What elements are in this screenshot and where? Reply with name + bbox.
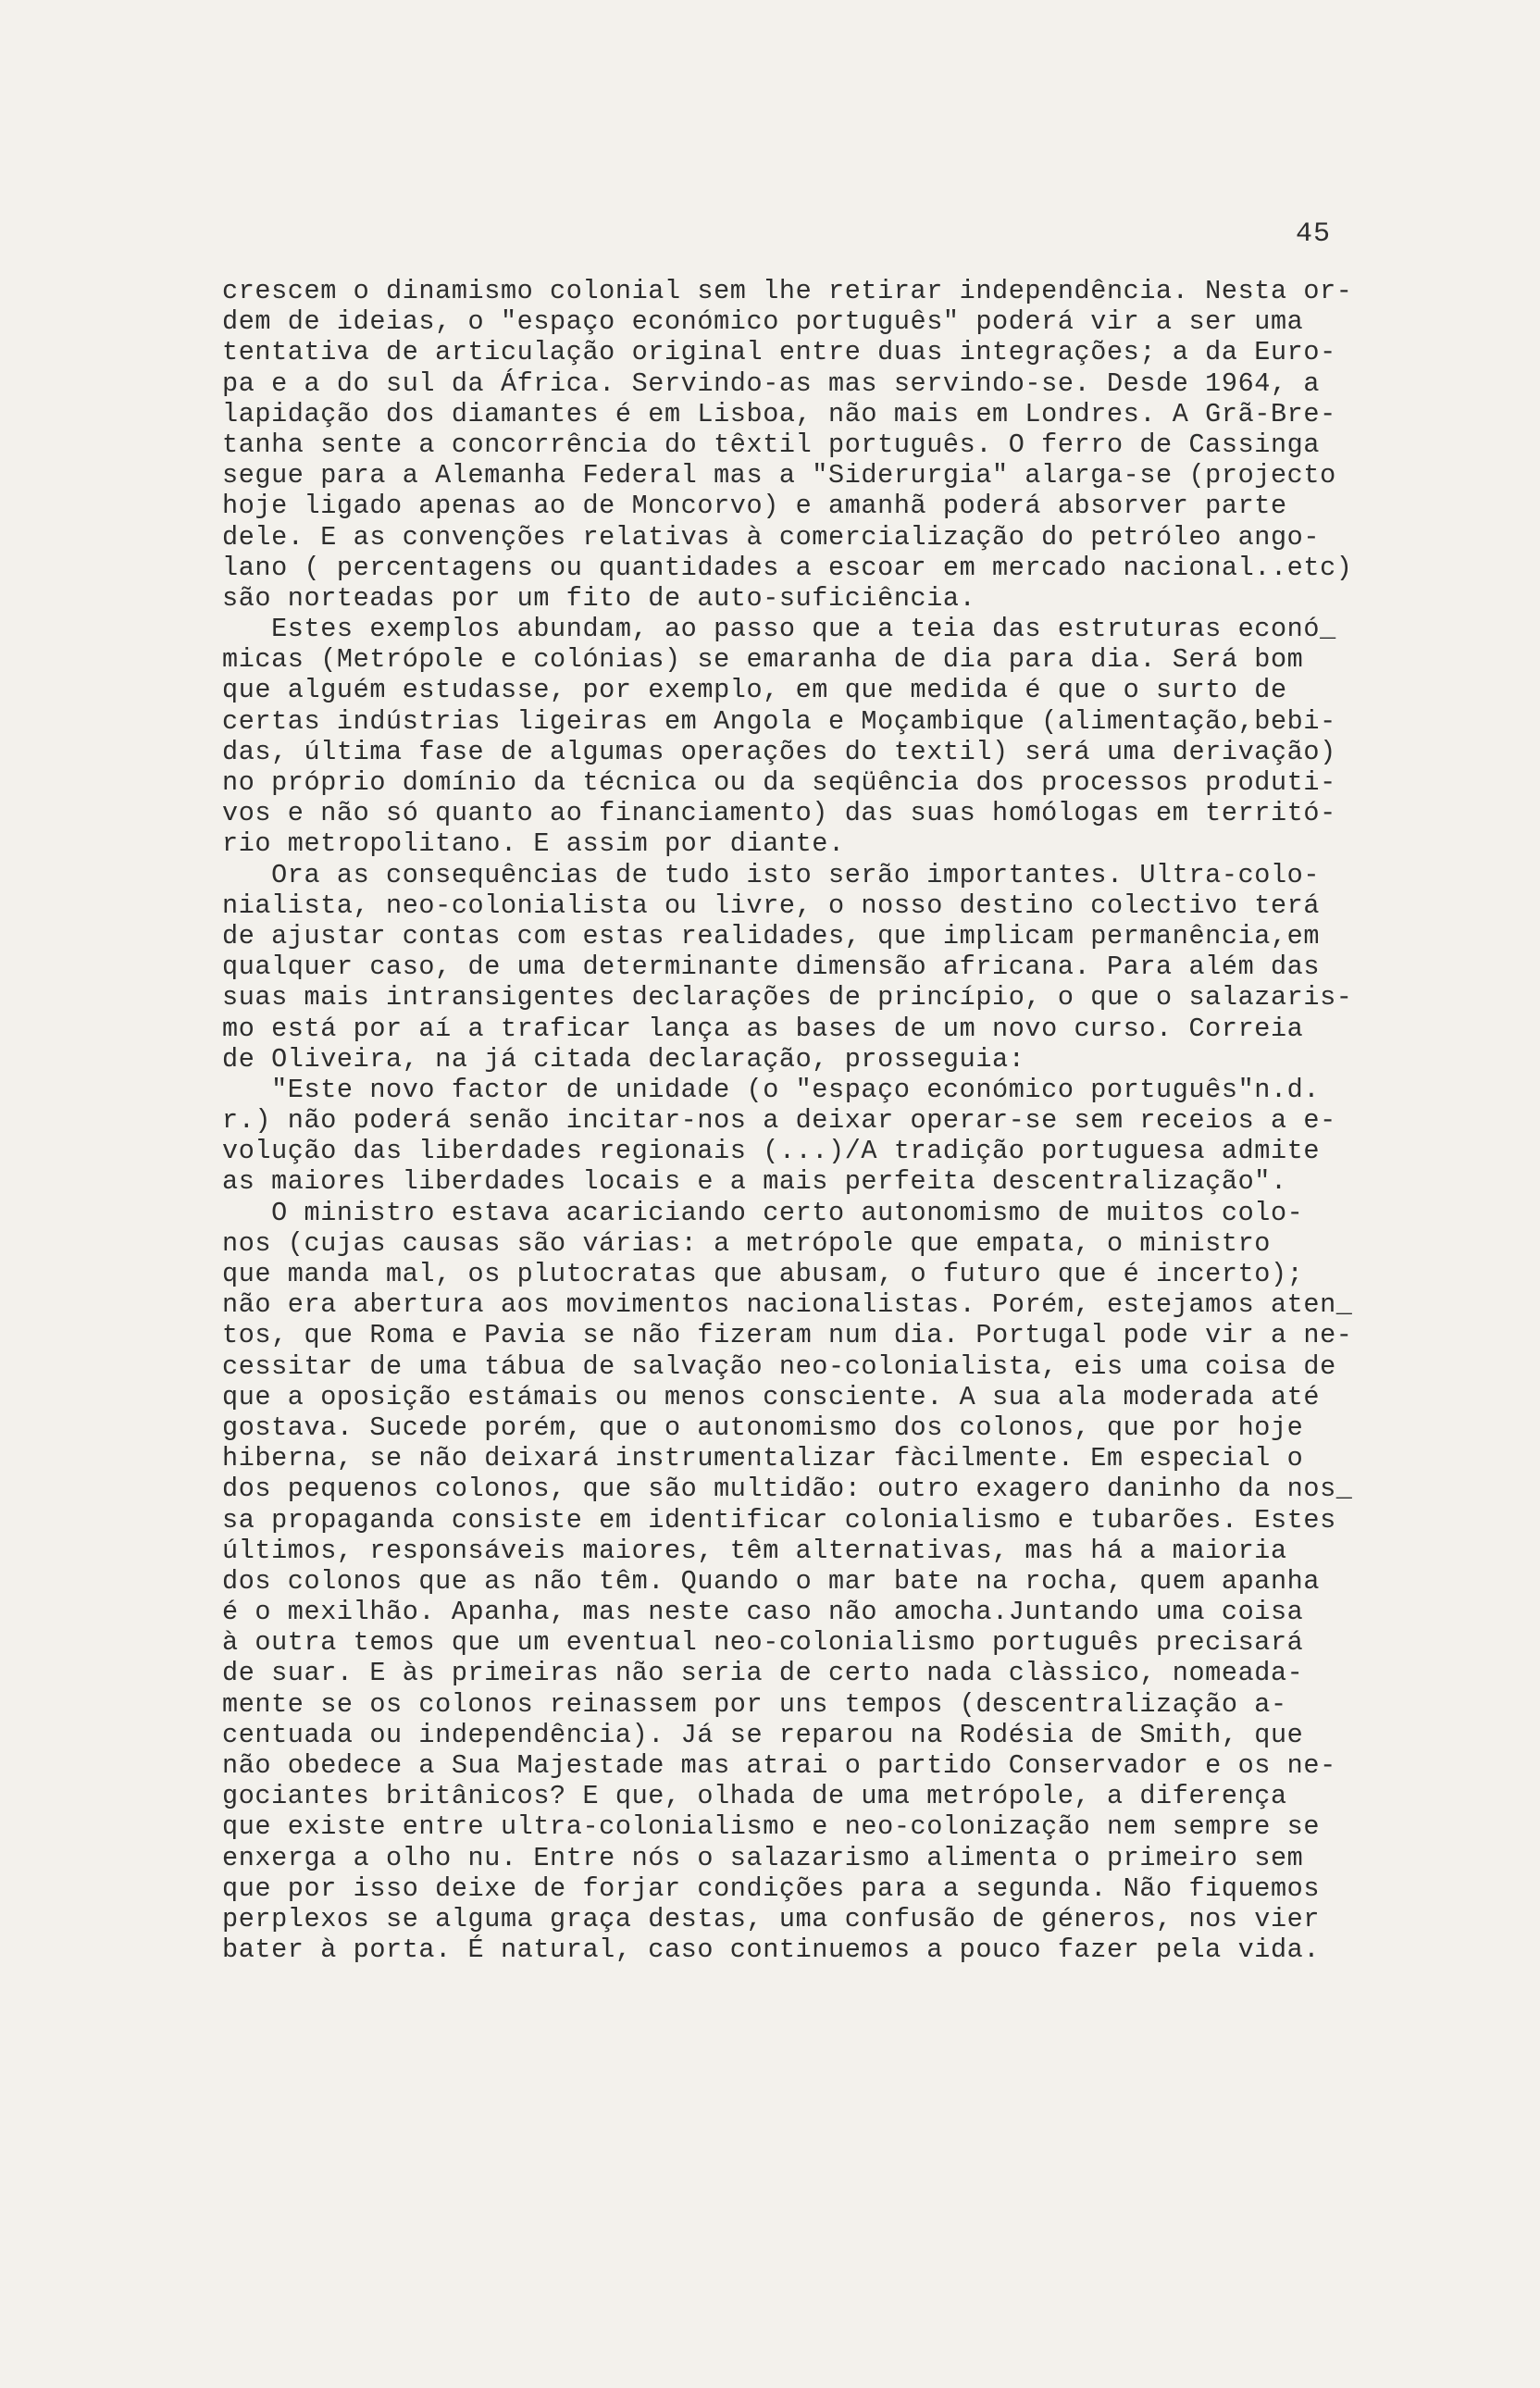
text-line: rio metropolitano. E assim por diante. [222,828,845,860]
text-line: de suar. E às primeiras não seria de certo nada clàssico, nomeada- [222,1658,1304,1689]
text-line: cessitar de uma tábua de salvação neo-colonialista, eis uma coisa de [222,1350,1336,1382]
text-line: mo está por aí a traficar lança as bases de um novo curso. Correia [222,1013,1304,1044]
text-line: no próprio domínio da técnica ou da seqüência dos processos produti- [222,767,1336,798]
text-line: suas mais intransigentes declarações de princípio, o que o salazaris- [222,982,1353,1014]
text-line: não era abertura aos movimentos nacionalistas. Porém, estejamos aten_ [222,1289,1353,1321]
text-line: das, última fase de algumas operações do textil) será uma derivação) [222,736,1336,767]
text-line: pa e a do sul da África. Servindo-as mas servindo-se. Desde 1964, a [222,367,1321,399]
text-line: não obedece a Sua Majestade mas atrai o partido Conservador e os ne- [222,1750,1336,1781]
text-line: Estes exemplos abundam, ao passo que a teia das estruturas econó_ [222,614,1336,645]
text-line: segue para a Alemanha Federal mas a "Siderurgia" alarga-se (projecto [222,460,1336,491]
text-line: que a oposição estámais ou menos consciente. A sua ala moderada até [222,1381,1321,1412]
text-line: hiberna, se não deixará instrumentalizar fàcilmente. Em especial o [222,1443,1304,1474]
text-line: volução das liberdades regionais (...)/A tradição portuguesa admite [222,1136,1321,1167]
text-line: as maiores liberdades locais e a mais perfeita descentralização". [222,1166,1287,1198]
text-line: lapidação dos diamantes é em Lisboa, não mais em Londres. A Grã-Bre- [222,398,1336,429]
text-line: sa propaganda consiste em identificar colonialismo e tubarões. Estes [222,1504,1336,1536]
text-line: à outra temos que um eventual neo-colonialismo português precisará [222,1627,1304,1659]
text-line: r.) não poderá senão incitar-nos a deixar operar-se sem receios a e- [222,1105,1336,1137]
text-line: que existe entre ultra-colonialismo e neo-colonização nem sempre se [222,1811,1321,1843]
text-line: "Este novo factor de unidade (o "espaço económico português"n.d. [222,1074,1321,1105]
text-line: dem de ideias, o "espaço económico português" poderá vir a ser uma [222,306,1304,338]
text-line: perplexos se alguma graça destas, uma confusão de géneros, nos vier [222,1903,1321,1934]
text-line: mente se os colonos reinassem por uns tempos (descentralização a- [222,1688,1287,1720]
text-line: qualquer caso, de uma determinante dimensão africana. Para além das [222,951,1321,983]
text-line: certas indústrias ligeiras em Angola e Moçambique (alimentação,bebi- [222,705,1336,737]
text-line: tentativa de articulação original entre duas integrações; a da Euro- [222,337,1336,368]
text-line: que manda mal, os plutocratas que abusam, o futuro que é incerto); [222,1259,1304,1289]
text-line: bater à porta. É natural, caso continuemos a pouco fazer pela vida. [222,1934,1321,1966]
text-line: vos e não só quanto ao financiamento) das suas homólogas em territó- [222,798,1336,829]
text-line: que por isso deixe de forjar condições para a segunda. Não fiquemos [222,1872,1321,1904]
text-line: que alguém estudasse, por exemplo, em que medida é que o surto de [222,675,1287,706]
text-line: gociantes britânicos? E que, olhada de uma metrópole, a diferença [222,1781,1287,1812]
text-line: nialista, neo-colonialista ou livre, o nosso destino colectivo terá [222,889,1321,921]
text-line: de Oliveira, na já citada declaração, prosseguia: [222,1043,1025,1075]
text-line: são norteadas por um fito de auto-suficiência. [222,582,976,614]
typewritten-body [222,276,1462,1965]
text-line: hoje ligado apenas ao de Moncorvo) e amanhã poderá absorver parte [222,491,1287,522]
text-line: centuada ou independência). Já se reparou na Rodésia de Smith, que [222,1719,1304,1750]
text-line: micas (Metrópole e colónias) se emaranha de dia para dia. Será bom [222,644,1304,676]
text-line: últimos, responsáveis maiores, têm alternativas, mas há a maioria [222,1535,1287,1566]
text-line: é o mexilhão. Apanha, mas neste caso não amocha.Juntando uma coisa [222,1597,1304,1628]
text-line: gostava. Sucede porém, que o autonomismo dos colonos, que por hoje [222,1412,1304,1443]
text-line: dos pequenos colonos, que são multidão: outro exagero daninho da nos_ [222,1474,1353,1505]
text-line: tanha sente a concorrência do têxtil português. O ferro de Cassinga [222,429,1321,460]
text-line: tos, que Roma e Pavia se não fizeram num dia. Portugal pode vir a ne- [222,1320,1353,1351]
text-line: lano ( percentagens ou quantidades a escoar em mercado nacional..etc) [222,552,1353,583]
text-line: enxerga a olho nu. Entre nós o salazarismo alimenta o primeiro sem [222,1842,1304,1873]
text-line: O ministro estava acariciando certo autonomismo de muitos colo- [222,1197,1304,1228]
page-number: 45 [1296,218,1332,250]
text-line: nos (cujas causas são várias: a metrópole que empata, o ministro [222,1227,1271,1259]
text-line: dos colonos que as não têm. Quando o mar bate na rocha, quem apanha [222,1565,1321,1597]
text-line: de ajustar contas com estas realidades, que implicam permanência,em [222,920,1321,951]
text-line: Ora as consequências de tudo isto serão importantes. Ultra-colo- [222,859,1321,890]
text-line: dele. E as convenções relativas à comercialização do petróleo ango- [222,521,1321,553]
text-line: crescem o dinamismo colonial sem lhe retirar independência. Nesta or- [222,276,1353,306]
